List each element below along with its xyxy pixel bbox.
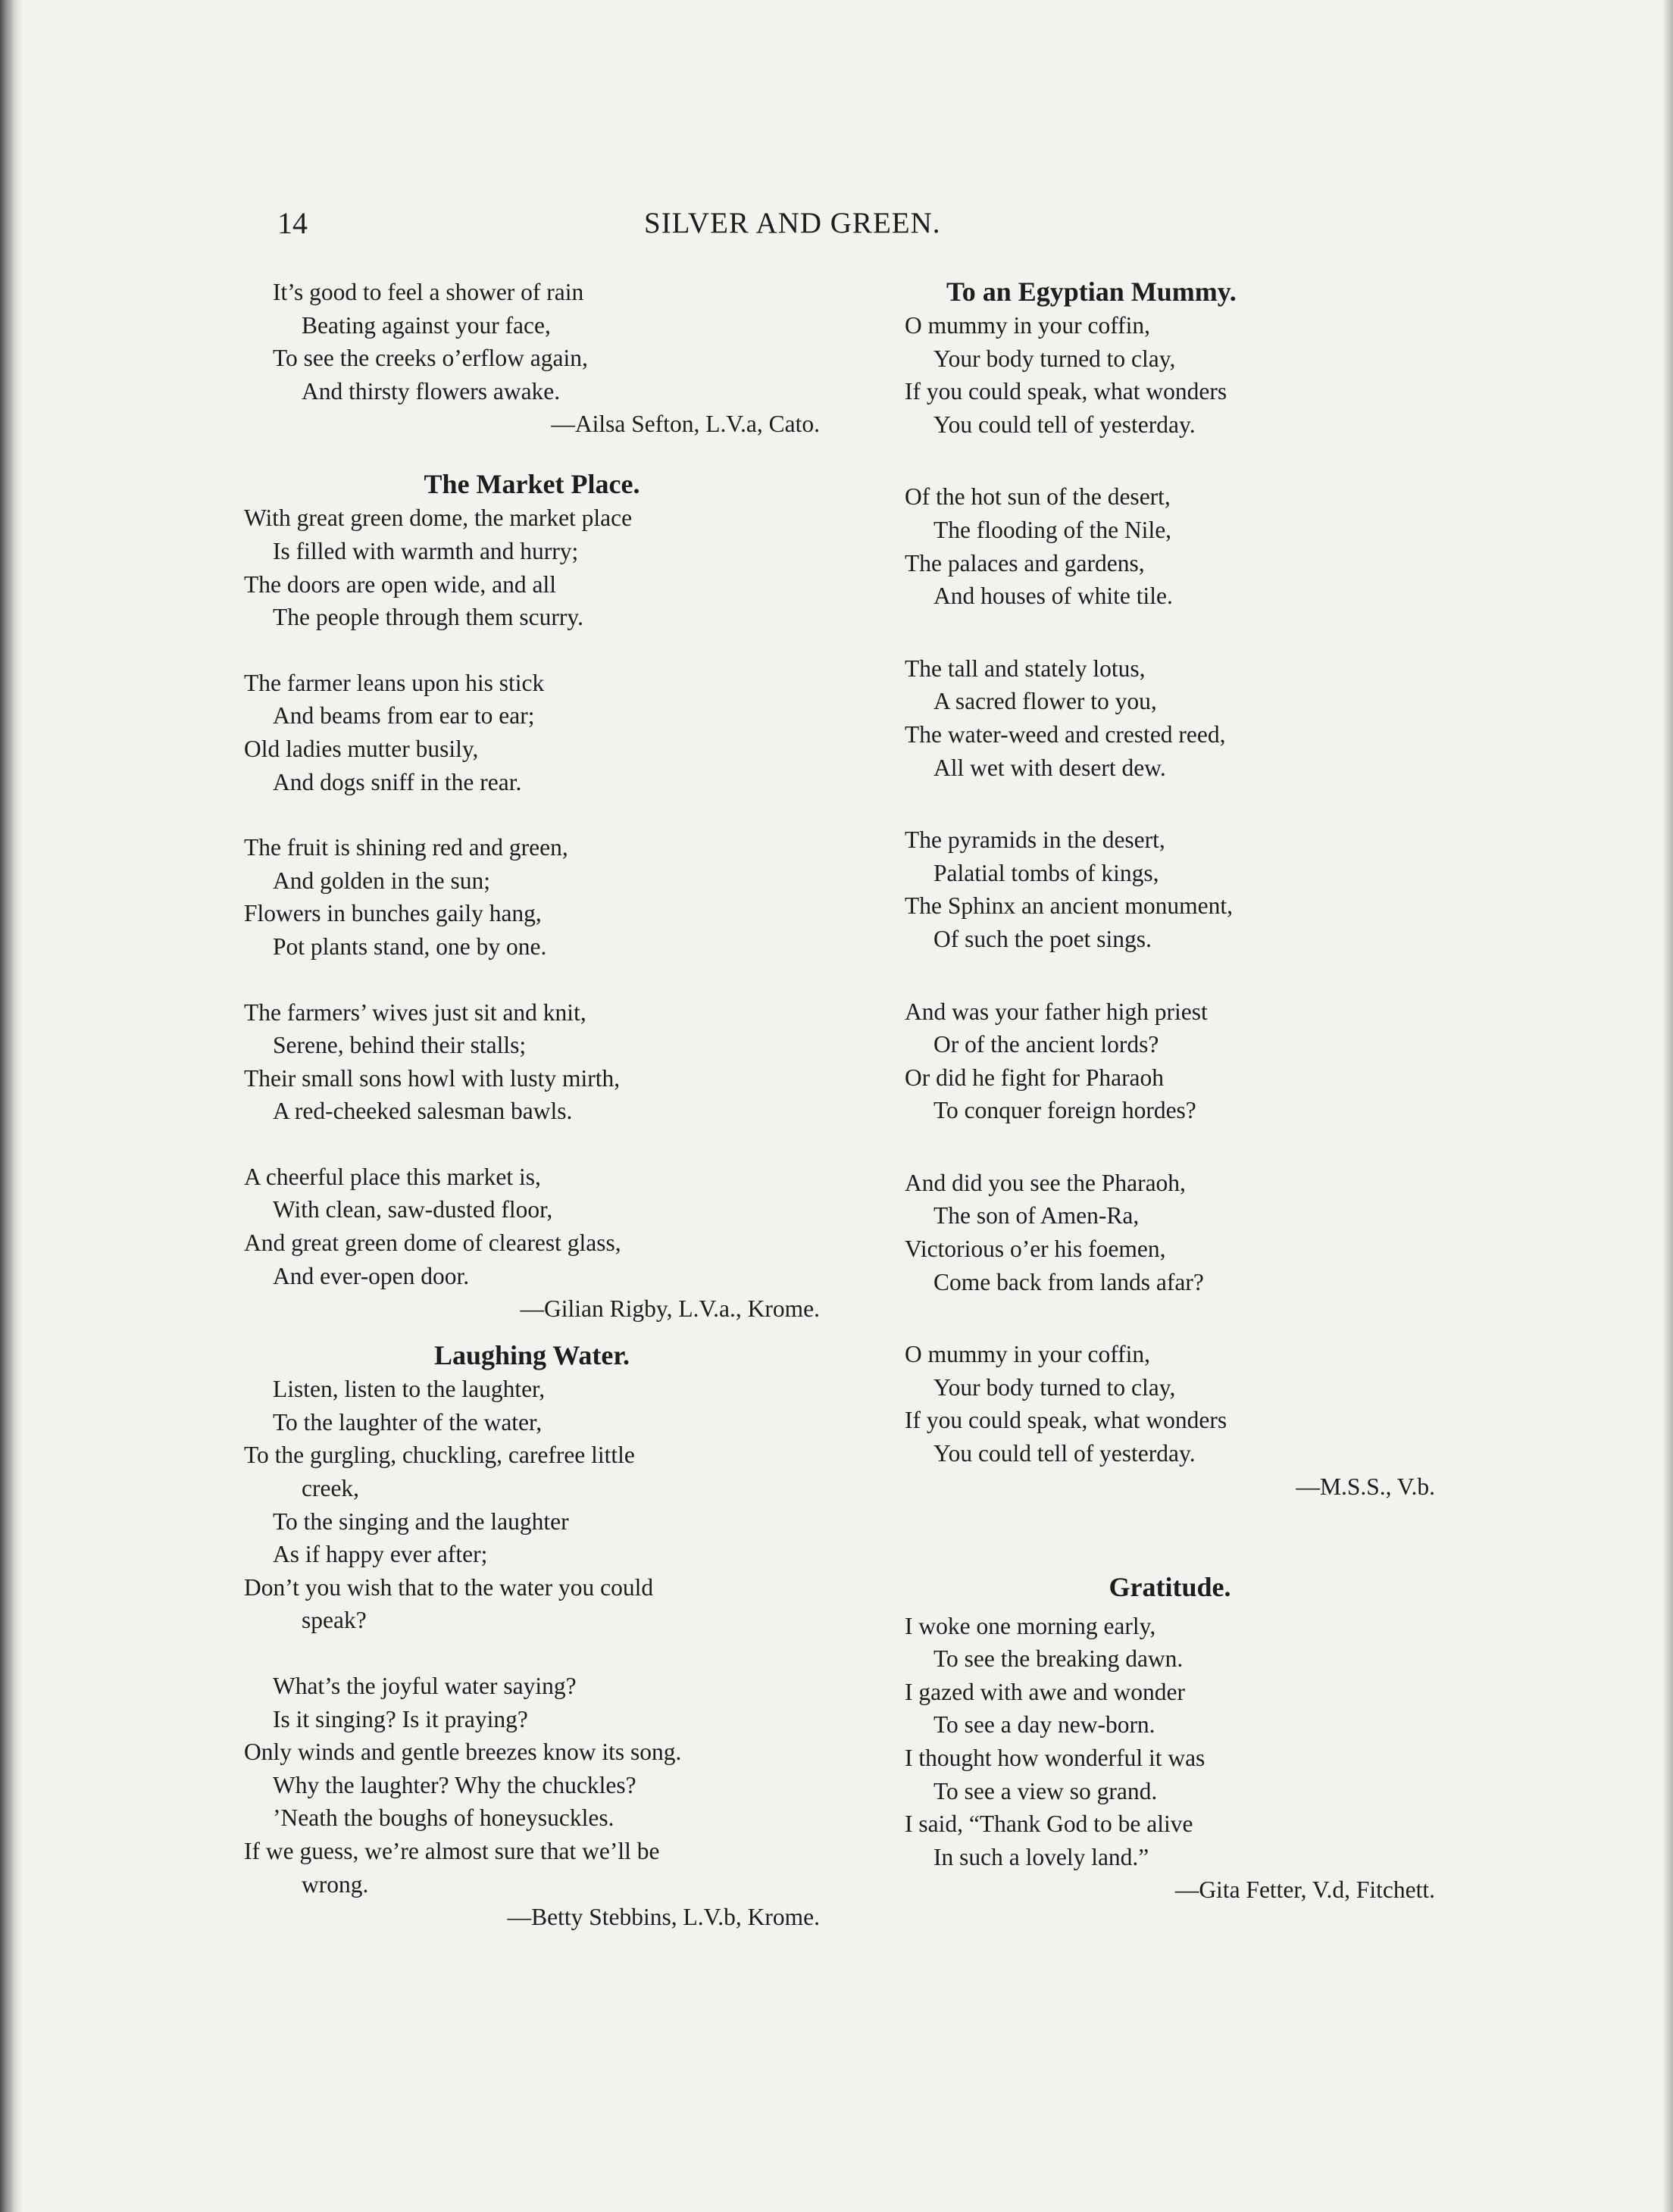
poem-line: Your body turned to clay, bbox=[933, 345, 1176, 372]
market-place-poem bbox=[244, 467, 820, 1326]
poem-line: And thirsty flowers awake. bbox=[302, 377, 561, 405]
intro-poem bbox=[244, 276, 820, 441]
stanza bbox=[244, 1373, 820, 1637]
poem-line: The palaces and gardens, bbox=[905, 549, 1145, 576]
page-number: 14 bbox=[277, 206, 308, 240]
poem-line: Of the hot sun of the desert, bbox=[905, 483, 1171, 511]
laughing-water-poem bbox=[244, 1338, 820, 1934]
poem-line: ’Neath the boughs of honeysuckles. bbox=[273, 1804, 614, 1832]
poem-line: creek, bbox=[302, 1475, 360, 1502]
gratitude-poem bbox=[905, 1564, 1435, 1907]
poem-credit: —Gita Fetter, V.d, Fitchett. bbox=[1174, 1876, 1435, 1904]
poem-line: It’s good to feel a shower of rain bbox=[273, 279, 584, 305]
poem-line: Listen, listen to the laughter, bbox=[273, 1376, 546, 1403]
poem-title: Gratitude. bbox=[1109, 1571, 1231, 1602]
poem-line: A sacred flower to you, bbox=[933, 688, 1157, 715]
poem-line: The farmers’ wives just sit and knit, bbox=[244, 998, 586, 1026]
poem-line: To the laughter of the water, bbox=[273, 1408, 543, 1436]
poem-line: To the gurgling, chuckling, carefree little bbox=[244, 1442, 635, 1469]
poem-line: And great green dome of clearest glass, bbox=[244, 1229, 621, 1257]
poem-line: speak? bbox=[302, 1607, 367, 1634]
stanza bbox=[905, 480, 1435, 612]
poem-line: To see a view so grand. bbox=[933, 1777, 1158, 1804]
poem-line: If you could speak, what wonders bbox=[905, 1407, 1227, 1434]
poem-line: The flooding of the Nile, bbox=[933, 516, 1172, 543]
poem-line: A red-cheeked salesman bawls. bbox=[273, 1098, 573, 1125]
poem-line: To see a day new-born. bbox=[933, 1711, 1155, 1739]
poem-line: To see the breaking dawn. bbox=[933, 1645, 1184, 1673]
poem-line: wrong. bbox=[302, 1870, 369, 1898]
stanza bbox=[905, 995, 1435, 1127]
stanza bbox=[905, 1610, 1435, 1874]
poem-line: Of such the poet sings. bbox=[933, 925, 1152, 952]
poem-title: To an Egyptian Mummy. bbox=[946, 276, 1237, 307]
poem-line: Why the laughter? Why the chuckles? bbox=[273, 1771, 636, 1798]
poem-line: Their small sons howl with lusty mirth, bbox=[244, 1064, 621, 1092]
poem-title: Laughing Water. bbox=[433, 1340, 630, 1371]
stanza bbox=[244, 501, 820, 633]
poem-line: To see the creeks o’erflow again, bbox=[273, 345, 588, 372]
poem-line: In such a lovely land.” bbox=[933, 1843, 1149, 1870]
poem-line: And ever-open door. bbox=[273, 1262, 470, 1289]
poem-line: Your body turned to clay, bbox=[933, 1373, 1176, 1401]
poem-title: The Market Place. bbox=[424, 469, 640, 500]
poem-line: O mummy in your coffin, bbox=[905, 312, 1151, 339]
poem-line: And golden in the sun; bbox=[273, 867, 490, 894]
poem-line: To conquer foreign hordes? bbox=[933, 1097, 1196, 1124]
poem-line: Come back from lands afar? bbox=[933, 1268, 1204, 1295]
stanza bbox=[244, 996, 820, 1128]
stanza bbox=[905, 652, 1435, 784]
poem-line: Victorious o’er his foemen, bbox=[905, 1236, 1166, 1263]
poem-line: The water-weed and crested reed, bbox=[905, 720, 1226, 748]
book-binding-shadow bbox=[0, 0, 23, 2212]
poem-line: O mummy in your coffin, bbox=[905, 1341, 1151, 1368]
right-column bbox=[905, 274, 1435, 1907]
egyptian-mummy-poem bbox=[905, 274, 1435, 1504]
poem-line: If we guess, we’re almost sure that we’ll be bbox=[244, 1837, 660, 1864]
poem-line: And was your father high priest bbox=[905, 998, 1208, 1025]
poem-line: I woke one morning early, bbox=[905, 1612, 1156, 1639]
poem-line: Is it singing? Is it praying? bbox=[273, 1705, 528, 1732]
running-title: SILVER AND GREEN. bbox=[644, 207, 941, 239]
poem-line: And beams from ear to ear; bbox=[273, 702, 535, 730]
poem-line: The people through them scurry. bbox=[273, 604, 583, 631]
stanza bbox=[244, 831, 820, 963]
stanza bbox=[905, 1338, 1435, 1470]
poem-line: What’s the joyful water saying? bbox=[273, 1673, 577, 1699]
poem-line: The doors are open wide, and all bbox=[244, 570, 556, 598]
poem-line: Flowers in bunches gaily hang, bbox=[244, 900, 542, 927]
poem-line: You could tell of yesterday. bbox=[933, 411, 1196, 438]
poem-line: The son of Amen-Ra, bbox=[933, 1202, 1140, 1229]
page-edge-shadow bbox=[1662, 0, 1673, 2212]
poem-line: Or of the ancient lords? bbox=[933, 1031, 1159, 1058]
running-header bbox=[0, 205, 1673, 242]
stanza bbox=[905, 823, 1435, 955]
poem-line: I thought how wonderful it was bbox=[905, 1745, 1205, 1771]
poem-line: Don’t you wish that to the water you could bbox=[244, 1573, 654, 1601]
poem-line: I gazed with awe and wonder bbox=[905, 1678, 1185, 1705]
poem-line: All wet with desert dew. bbox=[933, 754, 1166, 781]
poem-line: With clean, saw-dusted floor, bbox=[273, 1196, 553, 1223]
poem-line: The tall and stately lotus, bbox=[905, 655, 1146, 682]
poem-line: Serene, behind their stalls; bbox=[273, 1032, 527, 1059]
poem-credit: —Gilian Rigby, L.V.a., Krome. bbox=[520, 1295, 820, 1323]
poem-line: With great green dome, the market place bbox=[244, 505, 633, 532]
poem-line: Old ladies mutter busily, bbox=[244, 735, 479, 762]
poem-line: The pyramids in the desert, bbox=[905, 826, 1165, 854]
poem-line: To the singing and the laughter bbox=[273, 1507, 569, 1535]
poem-credit: —Betty Stebbins, L.V.b, Krome. bbox=[507, 1904, 820, 1931]
poem-line: Is filled with warmth and hurry; bbox=[273, 537, 579, 564]
poem-line: As if happy ever after; bbox=[273, 1541, 488, 1568]
stanza bbox=[905, 309, 1435, 441]
poem-line: The fruit is shining red and green, bbox=[244, 834, 568, 861]
poem-line: And dogs sniff in the rear. bbox=[273, 768, 522, 795]
poem-line: Palatial tombs of kings, bbox=[933, 859, 1159, 886]
poem-line: I said, “Thank God to be alive bbox=[905, 1811, 1193, 1838]
left-column bbox=[244, 276, 820, 1934]
poem-line: If you could speak, what wonders bbox=[905, 378, 1227, 405]
poem-line: A cheerful place this market is, bbox=[244, 1163, 541, 1190]
poem-line: The farmer leans upon his stick bbox=[244, 669, 545, 696]
poem-line: And houses of white tile. bbox=[933, 583, 1173, 610]
poem-line: Only winds and gentle breezes know its song. bbox=[244, 1739, 682, 1766]
poem-credit: —Ailsa Sefton, L.V.a, Cato. bbox=[551, 411, 820, 438]
stanza bbox=[244, 667, 820, 798]
poem-line: Or did he fight for Pharaoh bbox=[905, 1064, 1165, 1091]
poem-credit: —M.S.S., V.b. bbox=[1296, 1473, 1435, 1500]
poem-line: The Sphinx an ancient monument, bbox=[905, 892, 1234, 920]
poem-line: And did you see the Pharaoh, bbox=[905, 1169, 1186, 1196]
poem-line: You could tell of yesterday. bbox=[933, 1440, 1196, 1467]
stanza bbox=[905, 1167, 1435, 1298]
stanza bbox=[244, 1670, 820, 1901]
poem-line: Pot plants stand, one by one. bbox=[273, 933, 547, 960]
poem-line: Beating against your face, bbox=[302, 311, 551, 339]
stanza bbox=[244, 1161, 820, 1292]
